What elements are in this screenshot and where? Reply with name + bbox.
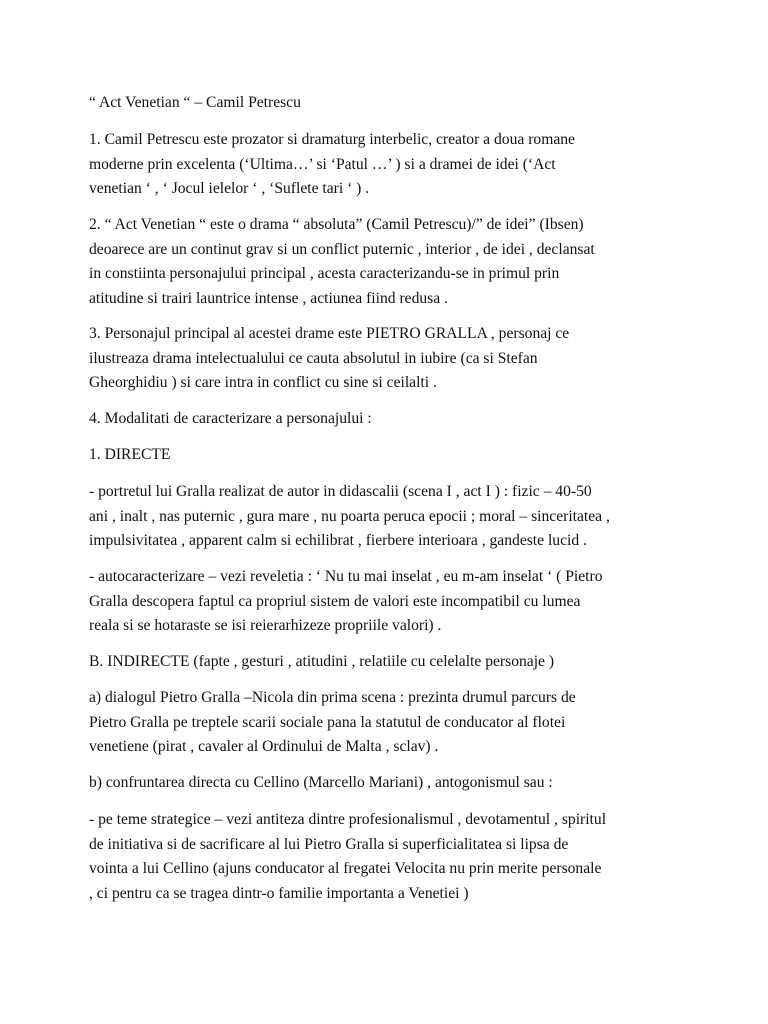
paragraph-portret: - portretul lui Gralla realizat de autor in didascalii (scena I , act I ) : fizic – 40-50 ani , inalt , nas puternic , gura mare , nu poarta peruca epocii ; moral – sinceritatea , impulsivitatea , apparent calm si echilibrat , fierbere interioara , gandeste lucid . <box>89 483 610 549</box>
section-heading-indirecte: B. INDIRECTE (fapte , gesturi , atitudini , relatiile cu celelalte personaje ) <box>89 653 555 670</box>
document-title: “ Act Venetian “ – Camil Petrescu <box>89 94 301 111</box>
paragraph-point-1: 1. Camil Petrescu este prozator si dramaturg interbelic, creator a doua romane moderne prin excelenta (‘Ultima…’ si ‘Patul …’ ) si a dramei de idei (‘Act venetian ‘ , ‘ Jocul ielelor ‘ , ‘Suflete tari ‘ ) . <box>89 131 575 197</box>
paragraph-point-3: 3. Personajul principal al acestei drame este PIETRO GRALLA , personaj ce ilustreaza drama intelectualului ce cauta absolutul in iubire (ca si Stefan Gheorghidiu ) si care intra in conflict cu sine si ceilalti . <box>89 325 570 391</box>
paragraph-point-4-heading: 4. Modalitati de caracterizare a personajului : <box>89 410 372 427</box>
section-heading-directe: 1. DIRECTE <box>89 446 171 463</box>
paragraph-confruntare-cellino: b) confruntarea directa cu Cellino (Marcello Mariani) , antogonismul sau : <box>89 774 553 791</box>
paragraph-dialog-nicola: a) dialogul Pietro Gralla –Nicola din prima scena : prezinta drumul parcurs de Pietro Gralla pe treptele scarii sociale pana la statutul de conducator al flotei venetiene (pirat , cavaler al Ordinului de Malta , sclav) . <box>89 689 576 755</box>
paragraph-point-2: 2. “ Act Venetian “ este o drama “ absoluta” (Camil Petrescu)/” de idei” (Ibsen) deoarece are un continut grav si un conflict puternic , interior , de idei , declansat in constiinta personajului principal , acesta caracterizandu-se in primul prin atitudine si trairi launtrice intense , actiunea fiind redusa . <box>89 216 595 307</box>
paragraph-autocaracterizare: - autocaracterizare – vezi reveletia : ‘ Nu tu mai inselat , eu m-am inselat ‘ ( Pietro Gralla descopera faptul ca propriul sistem de valori este incompatibil cu lumea reala si se hotaraste se isi reierarhizeze propriile valori) . <box>89 568 603 634</box>
paragraph-teme-strategice: - pe teme strategice – vezi antiteza dintre profesionalismul , devotamentul , spiritul de initiativa si de sacrificare al lui Pietro Gralla si superficialitatea si lipsa de vointa a lui Cellino (ajuns conducator al fregatei Velocita nu prin merite personale , ci pentru ca se tragea dintr-o familie importanta a Venetiei ) <box>89 811 607 902</box>
